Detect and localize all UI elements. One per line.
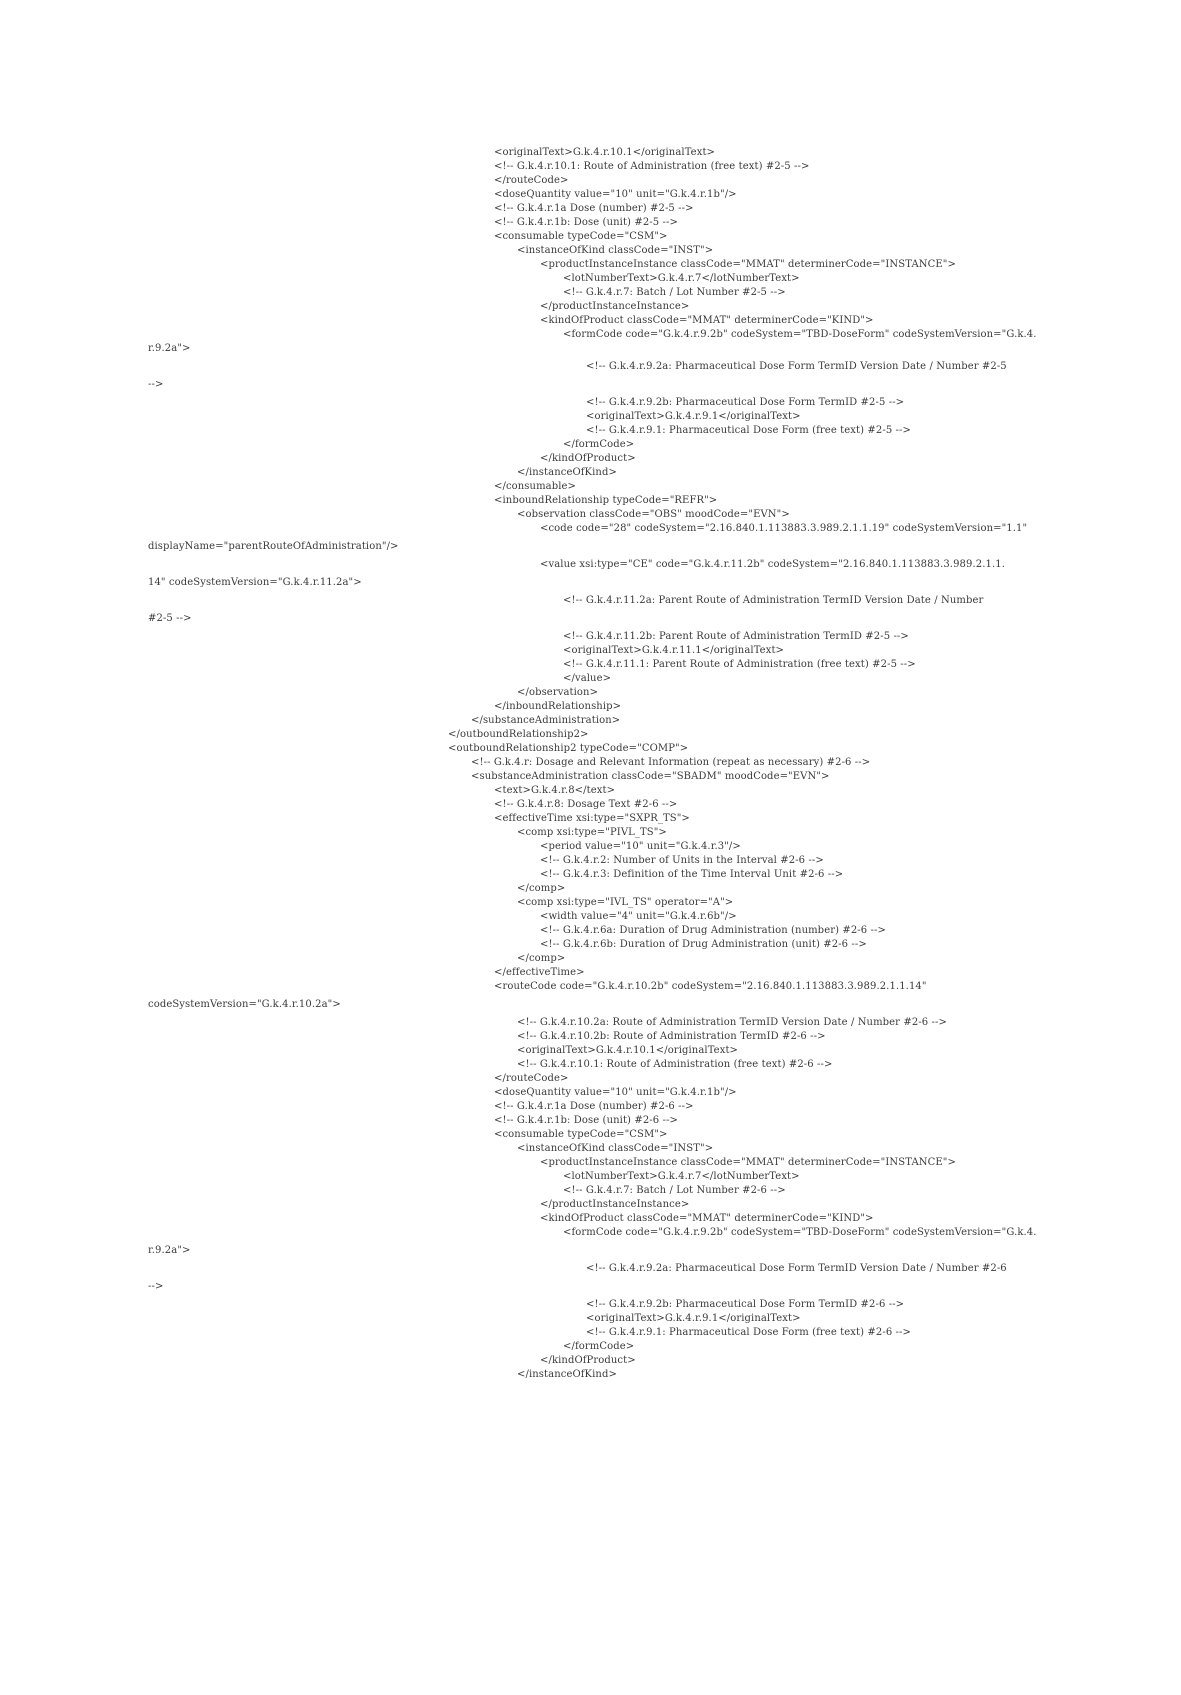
code-line: 14" codeSystemVersion="G.k.4.r.11.2a"> [148,577,362,588]
code-line: <routeCode code="G.k.4.r.10.2b" codeSystem="2.16.840.1.113883.3.989.2.1.1.14" [494,981,927,992]
code-line: <outboundRelationship2 typeCode="COMP"> [448,743,689,754]
code-line: <instanceOfKind classCode="INST"> [517,245,714,256]
code-line: <!-- G.k.4.r.11.1: Parent Route of Administration (free text) #2-5 --> [563,659,916,670]
code-line: </effectiveTime> [494,967,585,978]
code-line: <consumable typeCode="CSM"> [494,1129,668,1140]
code-line: <!-- G.k.4.r.9.2b: Pharmaceutical Dose Form TermID #2-6 --> [586,1299,905,1310]
code-line: <!-- G.k.4.r: Dosage and Relevant Information (repeat as necessary) #2-6 --> [471,757,871,768]
code-line: <kindOfProduct classCode="MMAT" determinerCode="KIND"> [540,1213,874,1224]
code-line: <comp xsi:type="PIVL_TS"> [517,827,667,838]
code-line: <originalText>G.k.4.r.9.1</originalText> [586,1313,801,1324]
code-line: <code code="28" codeSystem="2.16.840.1.113883.3.989.2.1.1.19" codeSystemVersion="1.1" [540,523,1028,534]
code-line: <!-- G.k.4.r.10.1: Route of Administration (free text) #2-6 --> [517,1059,833,1070]
code-line: <lotNumberText>G.k.4.r.7</lotNumberText> [563,273,800,284]
code-line: <text>G.k.4.r.8</text> [494,785,616,796]
code-line: </routeCode> [494,175,569,186]
code-line: <originalText>G.k.4.r.10.1</originalText> [517,1045,739,1056]
code-line: <instanceOfKind classCode="INST"> [517,1143,714,1154]
code-line: </comp> [517,953,566,964]
code-line: <!-- G.k.4.r.9.2a: Pharmaceutical Dose Form TermID Version Date / Number #2-6 [586,1263,1007,1274]
code-line: r.9.2a"> [148,343,191,354]
code-line: <width value="4" unit="G.k.4.r.6b"/> [540,911,737,922]
code-line: <!-- G.k.4.r.6a: Duration of Drug Administration (number) #2-6 --> [540,925,886,936]
code-line: --> [148,379,164,390]
code-line: <!-- G.k.4.r.10.1: Route of Administration (free text) #2-5 --> [494,161,810,172]
code-line: <consumable typeCode="CSM"> [494,231,668,242]
code-line: <originalText>G.k.4.r.9.1</originalText> [586,411,801,422]
code-line: #2-5 --> [148,613,192,624]
code-line: r.9.2a"> [148,1245,191,1256]
code-line: <!-- G.k.4.r.1b: Dose (unit) #2-5 --> [494,217,678,228]
code-line: </value> [563,673,612,684]
code-line: <kindOfProduct classCode="MMAT" determinerCode="KIND"> [540,315,874,326]
code-line: <!-- G.k.4.r.7: Batch / Lot Number #2-5 --> [563,287,786,298]
code-line: </productInstanceInstance> [540,301,690,312]
code-line: </productInstanceInstance> [540,1199,690,1210]
code-line: <!-- G.k.4.r.10.2b: Route of Administration TermID #2-6 --> [517,1031,826,1042]
code-line: <!-- G.k.4.r.2: Number of Units in the Interval #2-6 --> [540,855,824,866]
code-line: <doseQuantity value="10" unit="G.k.4.r.1b"/> [494,1087,737,1098]
code-line: </outboundRelationship2> [448,729,589,740]
code-line: </instanceOfKind> [517,1369,617,1380]
code-line: <!-- G.k.4.r.1a Dose (number) #2-6 --> [494,1101,694,1112]
code-line: <lotNumberText>G.k.4.r.7</lotNumberText> [563,1171,800,1182]
code-line: <value xsi:type="CE" code="G.k.4.r.11.2b" codeSystem="2.16.840.1.113883.3.989.2.1.1. [540,559,1005,570]
code-line: </formCode> [563,439,635,450]
code-line: </inboundRelationship> [494,701,622,712]
code-line: </substanceAdministration> [471,715,621,726]
code-line: <!-- G.k.4.r.9.2a: Pharmaceutical Dose Form TermID Version Date / Number #2-5 [586,361,1007,372]
code-line: <observation classCode="OBS" moodCode="EVN"> [517,509,790,520]
code-line: <!-- G.k.4.r.11.2a: Parent Route of Administration TermID Version Date / Number [563,595,984,606]
code-line: <!-- G.k.4.r.6b: Duration of Drug Administration (unit) #2-6 --> [540,939,867,950]
code-line: </consumable> [494,481,577,492]
code-line: --> [148,1281,164,1292]
code-line: <doseQuantity value="10" unit="G.k.4.r.1b"/> [494,189,737,200]
code-line: <period value="10" unit="G.k.4.r.3"/> [540,841,741,852]
code-line: <!-- G.k.4.r.7: Batch / Lot Number #2-6 --> [563,1185,786,1196]
code-line: <productInstanceInstance classCode="MMAT" determinerCode="INSTANCE"> [540,259,956,270]
code-line: <!-- G.k.4.r.11.2b: Parent Route of Administration TermID #2-5 --> [563,631,909,642]
code-line: </formCode> [563,1341,635,1352]
code-line: <!-- G.k.4.r.10.2a: Route of Administration TermID Version Date / Number #2-6 --> [517,1017,947,1028]
code-line: <inboundRelationship typeCode="REFR"> [494,495,718,506]
code-line: </instanceOfKind> [517,467,617,478]
code-line: <!-- G.k.4.r.1a Dose (number) #2-5 --> [494,203,694,214]
code-line: codeSystemVersion="G.k.4.r.10.2a"> [148,999,341,1010]
code-line: <productInstanceInstance classCode="MMAT" determinerCode="INSTANCE"> [540,1157,956,1168]
code-line: <!-- G.k.4.r.1b: Dose (unit) #2-6 --> [494,1115,678,1126]
code-line: <!-- G.k.4.r.9.1: Pharmaceutical Dose Form (free text) #2-5 --> [586,425,911,436]
code-line: displayName="parentRouteOfAdministration"/> [148,541,399,552]
code-line: <!-- G.k.4.r.3: Definition of the Time Interval Unit #2-6 --> [540,869,844,880]
code-line: </kindOfProduct> [540,1355,636,1366]
code-line: <effectiveTime xsi:type="SXPR_TS"> [494,813,690,824]
code-line: <originalText>G.k.4.r.11.1</originalText> [563,645,785,656]
code-line: <substanceAdministration classCode="SBADM" moodCode="EVN"> [471,771,830,782]
code-line: <formCode code="G.k.4.r.9.2b" codeSystem="TBD-DoseForm" codeSystemVersion="G.k.4. [563,1227,1037,1238]
code-line: <comp xsi:type="IVL_TS" operator="A"> [517,897,734,908]
code-line: </routeCode> [494,1073,569,1084]
code-line: <!-- G.k.4.r.9.2b: Pharmaceutical Dose Form TermID #2-5 --> [586,397,905,408]
code-line: </comp> [517,883,566,894]
code-line: </kindOfProduct> [540,453,636,464]
document-page [148,146,1037,1398]
code-line: <!-- G.k.4.r.9.1: Pharmaceutical Dose Form (free text) #2-6 --> [586,1327,911,1338]
code-line: <!-- G.k.4.r.8: Dosage Text #2-6 --> [494,799,678,810]
code-line: </observation> [517,687,599,698]
code-line: <originalText>G.k.4.r.10.1</originalText> [494,147,716,158]
code-line: <formCode code="G.k.4.r.9.2b" codeSystem="TBD-DoseForm" codeSystemVersion="G.k.4. [563,329,1037,340]
